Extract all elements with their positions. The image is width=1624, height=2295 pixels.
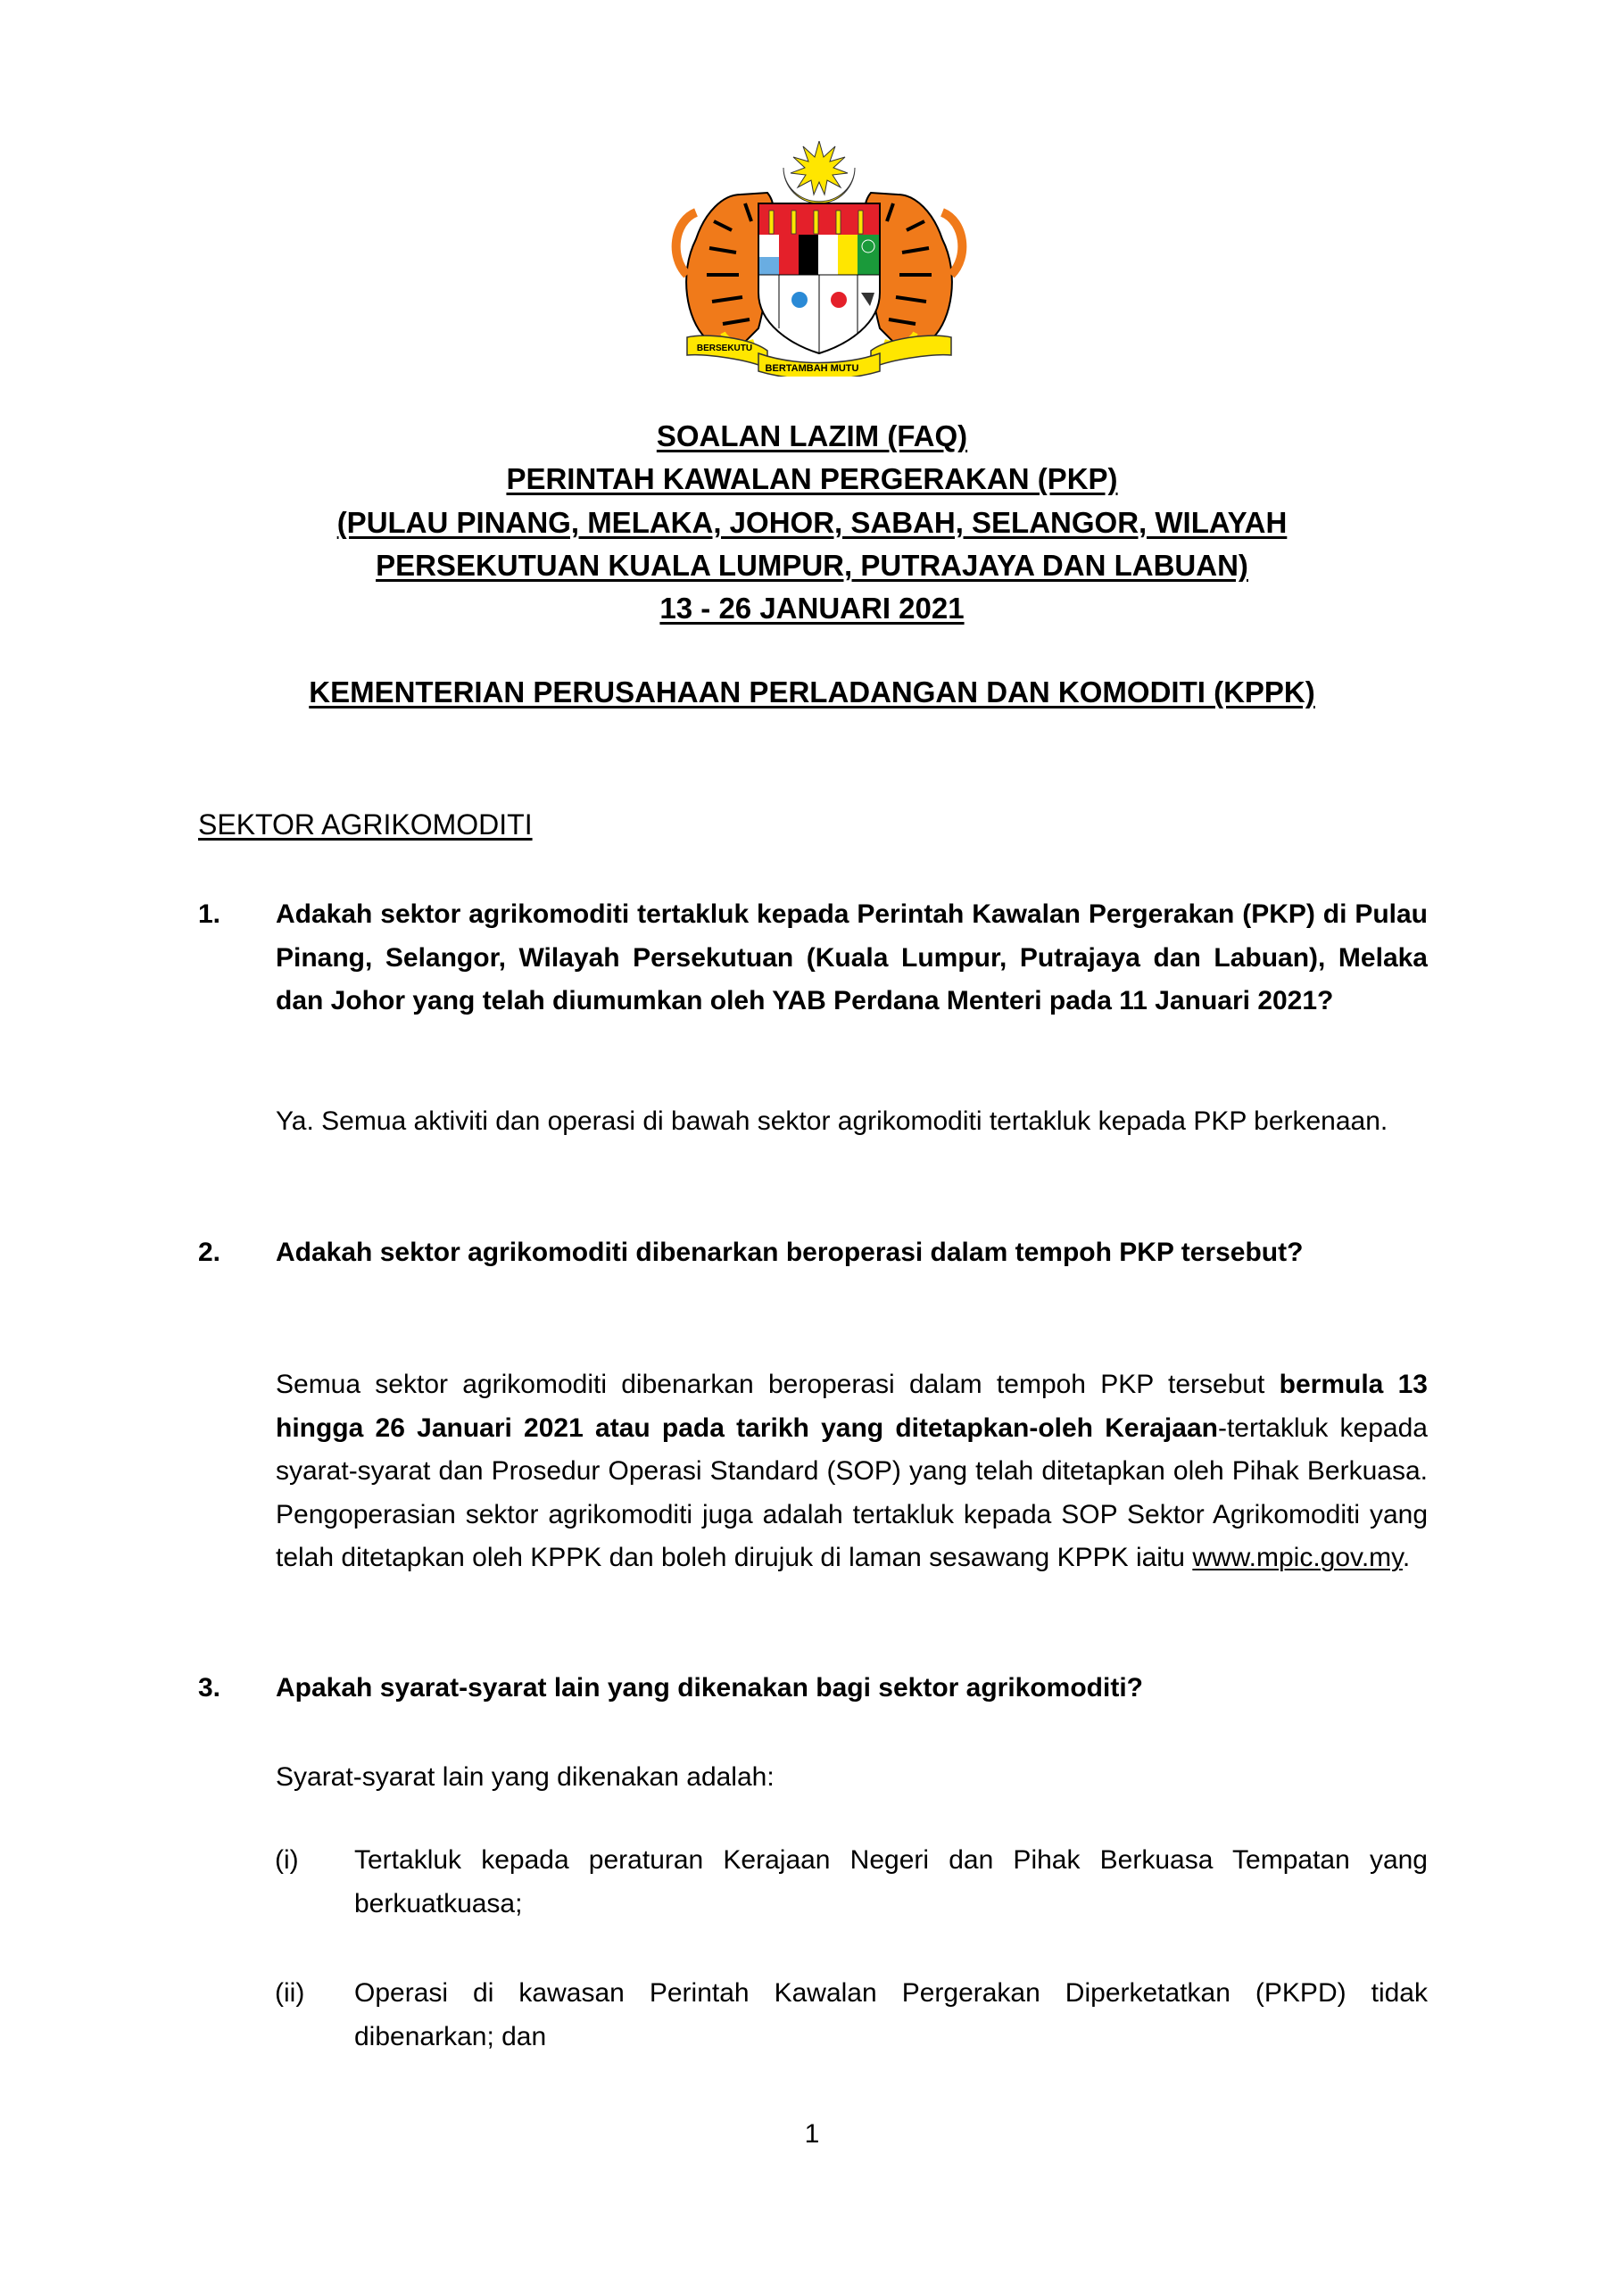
- answer-2-text-cont: -tertakluk kepada syarat-syarat dan Prosedur Operasi Standard (SOP) yang telah ditetapkan oleh Pihak Berkuasa. Pengoperasian sektor agrikomoditi juga adalah tertakluk kepada SOP Sektor Agrikomoditi yang telah ditetapkan oleh KPPK dan boleh dirujuk di laman sesawang KPPK iaitu: [276, 1413, 1428, 1573]
- mpic-website-link[interactable]: www.mpic.gov.my: [1192, 1543, 1403, 1573]
- condition-label-i: (i): [275, 1845, 299, 1875]
- question-number-3: 3.: [198, 1673, 221, 1703]
- question-number-1: 1.: [198, 899, 221, 929]
- coat-of-arms-logo: [669, 141, 969, 377]
- title-text: PERINTAH KAWALAN PERGERAKAN (PKP): [506, 462, 1118, 496]
- ministry-heading: [0, 671, 1624, 714]
- title-line-1: [0, 415, 1624, 458]
- question-2: Adakah sektor agrikomoditi dibenarkan beroperasi dalam tempoh PKP tersebut?: [276, 1238, 1304, 1267]
- answer-2-bold-text: bermula 13 hingga 26 Januari 2021 atau pada tarikh yang ditetapkan-oleh Kerajaan: [276, 1370, 1428, 1443]
- title-text: SOALAN LAZIM (FAQ): [656, 419, 968, 452]
- title-line-4: [0, 544, 1624, 587]
- answer-3-intro: Syarat-syarat lain yang dikenakan adalah:: [276, 1762, 775, 1792]
- title-line-3: [0, 501, 1624, 544]
- answer-2: [276, 1363, 1428, 1580]
- answer-2-end: .: [1402, 1543, 1411, 1573]
- section-title: SEKTOR AGRIKOMODITI: [198, 808, 533, 841]
- page-number: 1: [804, 2119, 820, 2149]
- condition-i: Tertakluk kepada peraturan Kerajaan Negeri dan Pihak Berkuasa Tempatan yang berkuatkuasa;: [354, 1845, 1428, 1918]
- title-text: 13 - 26 JANUARI 2021: [659, 592, 965, 626]
- section-heading: [198, 803, 533, 846]
- question-number-2: 2.: [198, 1238, 221, 1267]
- title-text: (PULAU PINANG, MELAKA, JOHOR, SABAH, SELANGOR, WILAYAH: [336, 505, 1288, 539]
- motto-left: BERSEKUTU: [696, 344, 753, 353]
- answer-2-text: Semua sektor agrikomoditi dibenarkan beroperasi dalam tempoh PKP tersebut: [276, 1370, 1280, 1399]
- question-3: Apakah syarat-syarat lain yang dikenakan bagi sektor agrikomoditi?: [276, 1673, 1143, 1703]
- crest-icon: [669, 141, 969, 377]
- question-1: Adakah sektor agrikomoditi tertakluk kepada Perintah Kawalan Pergerakan (PKP) di Pulau Pinang, Selangor, Wilayah Persekutuan (Kuala Lumpur, Putrajaya dan Labuan), Melaka dan Johor yang telah diumumkan oleh YAB Perdana Menteri pada 11 Januari 2021?: [276, 899, 1428, 1016]
- condition-ii: Operasi di kawasan Perintah Kawalan Pergerakan Diperketatkan (PKPD) tidak dibenarkan; dan: [354, 1978, 1428, 2051]
- ministry-text: KEMENTERIAN PERUSAHAAN PERLADANGAN DAN KOMODITI (KPPK): [309, 675, 1315, 708]
- title-line-5: [0, 587, 1624, 630]
- document-title: [0, 415, 1624, 630]
- title-text: PERSEKUTUAN KUALA LUMPUR, PUTRAJAYA DAN LABUAN): [376, 548, 1248, 582]
- answer-1: Ya. Semua aktiviti dan operasi di bawah sektor agrikomoditi tertakluk kepada PKP berkenaan.: [276, 1106, 1388, 1136]
- condition-label-ii: (ii): [275, 1978, 305, 2008]
- motto-center: BERTAMBAH MUTU: [765, 363, 859, 374]
- title-line-2: [0, 458, 1624, 501]
